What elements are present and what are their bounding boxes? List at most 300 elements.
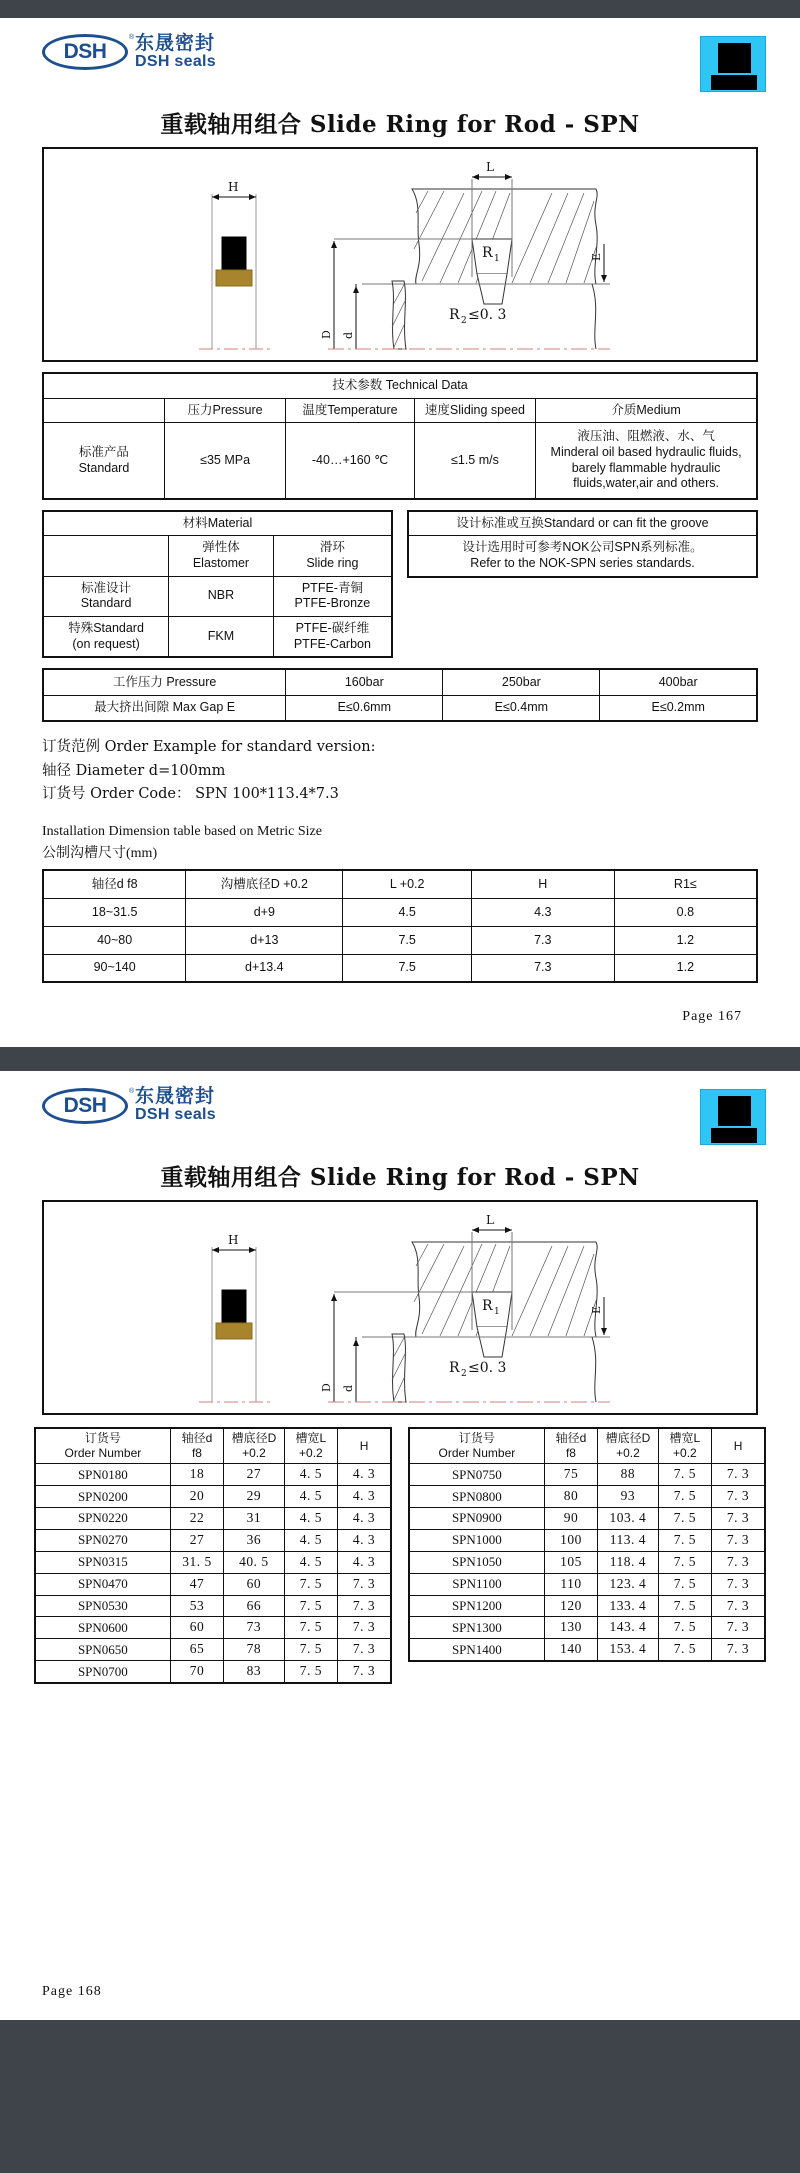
material-section <box>42 510 393 658</box>
right-th-order-cn: 订货号 <box>458 1431 495 1446</box>
left-th-d <box>170 1428 223 1464</box>
page-title <box>42 104 758 147</box>
right-th-D-sub: +0.2 <box>616 1446 640 1461</box>
install-dimension-heading <box>42 821 758 866</box>
right-th-order <box>409 1428 544 1464</box>
dimension-cell: 75 <box>544 1464 597 1486</box>
metric-th-d: 轴径d f8 <box>43 870 186 898</box>
svg-text:≤0. 3: ≤0. 3 <box>468 307 507 323</box>
dimension-cell: 7. 3 <box>338 1595 391 1617</box>
material-row0-elastomer: NBR <box>169 576 274 616</box>
dimension-cell: 4. 5 <box>284 1529 337 1551</box>
table-row <box>43 536 392 576</box>
thumbnail-ring-lower <box>711 75 757 90</box>
technical-drawing <box>42 147 758 362</box>
left-th-L-cn: 槽宽L <box>295 1431 327 1446</box>
svg-text:d: d <box>342 1385 355 1393</box>
top-margin <box>0 0 800 18</box>
dimension-cell: 103. 4 <box>598 1508 659 1530</box>
right-th-H: H <box>712 1428 765 1464</box>
left-th-d-sub: f8 <box>191 1446 202 1461</box>
left-th-d-cn: 轴径d <box>181 1431 213 1446</box>
table-row <box>43 669 757 695</box>
material-standard-section <box>42 510 758 658</box>
dimension-cell: 130 <box>544 1617 597 1639</box>
left-th-order-en: Order Number <box>64 1446 142 1461</box>
table-row <box>35 1661 391 1683</box>
right-th-L-cn: 槽宽L <box>669 1431 701 1446</box>
dimension-cell: 18 <box>170 1464 223 1486</box>
metric-th-D: 沟槽底径D +0.2 <box>186 870 343 898</box>
dsh-logo <box>42 34 216 71</box>
svg-text:R: R <box>449 307 460 323</box>
svg-text:D: D <box>320 1383 333 1393</box>
standard-label-cn: 标准产品 <box>78 444 129 459</box>
table-row <box>409 1486 765 1508</box>
pressure-160: 160bar <box>286 669 443 695</box>
maxgap-row-label: 最大挤出间隙 Max Gap E <box>43 695 286 721</box>
dimension-cell: 133. 4 <box>598 1595 659 1617</box>
svg-text:E: E <box>590 252 603 261</box>
page-title-cn: 重载轴用组合 <box>160 112 302 138</box>
table-row <box>35 1508 391 1530</box>
order-number-cell: SPN0470 <box>35 1573 170 1595</box>
dimension-cell: 7. 3 <box>338 1617 391 1639</box>
metric-r1-c3: 7.3 <box>471 926 614 954</box>
table-row <box>35 1639 391 1661</box>
page-168-footer: Page 168 <box>42 1984 102 2000</box>
cell-speed-value: ≤1.5 m/s <box>414 423 535 499</box>
thumbnail-ring-upper-page2 <box>718 1096 751 1126</box>
table-row <box>43 423 757 499</box>
table-row <box>409 1529 765 1551</box>
right-th-L <box>658 1428 711 1464</box>
dimension-cell: 105 <box>544 1551 597 1573</box>
table-row <box>43 898 757 926</box>
pressure-250: 250bar <box>443 669 600 695</box>
order-number-cell: SPN0600 <box>35 1617 170 1639</box>
logo-mark-text-page2: DSH <box>63 1093 107 1117</box>
technical-drawing-page2 <box>42 1200 758 1415</box>
table-row <box>409 1508 765 1530</box>
dimension-cell: 31 <box>224 1508 285 1530</box>
metric-groove-table <box>42 869 758 983</box>
technical-data-table <box>42 372 758 500</box>
order-table-right-wrap <box>408 1427 766 1684</box>
pressure-row-label: 工作压力 Pressure <box>43 669 286 695</box>
metric-r0-c4: 0.8 <box>614 898 757 926</box>
table-row <box>408 511 757 536</box>
order-number-cell: SPN0200 <box>35 1486 170 1508</box>
maxgap-250: E≤0.4mm <box>443 695 600 721</box>
material-row1-elastomer: FKM <box>169 616 274 657</box>
standard-caption: 设计标准或互换Standard or can fit the groove <box>408 511 757 536</box>
dimension-cell: 4. 3 <box>338 1508 391 1530</box>
page2-title <box>42 1157 758 1200</box>
product-thumbnail-icon <box>700 36 766 92</box>
logo-ellipse-icon-page2 <box>42 1087 134 1124</box>
dimension-cell: 7. 5 <box>658 1617 711 1639</box>
pressure-gap-section <box>42 668 758 722</box>
order-number-cell: SPN0750 <box>409 1464 544 1486</box>
order-table-left-body <box>35 1464 391 1683</box>
metric-r0-c3: 4.3 <box>471 898 614 926</box>
material-row-label-special <box>43 616 169 657</box>
table-row <box>43 398 757 423</box>
th-pressure: 压力Pressure <box>164 398 285 423</box>
dimension-cell: 100 <box>544 1529 597 1551</box>
order-number-cell: SPN0270 <box>35 1529 170 1551</box>
logo-wordmark-page2 <box>135 1087 216 1124</box>
cell-pressure-value: ≤35 MPa <box>164 423 285 499</box>
technical-data-caption: 技术参数 Technical Data <box>43 373 757 398</box>
dimension-cell: 123. 4 <box>598 1573 659 1595</box>
order-number-cell: SPN1400 <box>409 1639 544 1661</box>
dimension-cell: 73 <box>224 1617 285 1639</box>
svg-text:1: 1 <box>494 1307 500 1318</box>
page2-blank-area <box>0 1684 800 1984</box>
page-separator <box>0 1047 800 1071</box>
logo-wordmark <box>135 34 216 71</box>
order-table-left <box>34 1427 392 1684</box>
page-167 <box>0 18 800 1047</box>
product-thumbnail-icon-page2 <box>700 1089 766 1145</box>
row0-label-en: Standard <box>80 596 132 611</box>
pressure-400: 400bar <box>600 669 757 695</box>
slidering-en: Slide ring <box>306 556 359 570</box>
material-row1-slidering <box>273 616 392 657</box>
dimension-cell: 4. 3 <box>338 1551 391 1573</box>
order-number-cell: SPN1050 <box>409 1551 544 1573</box>
th-blank <box>43 398 164 423</box>
material-caption: 材料Material <box>43 511 392 536</box>
svg-text:1: 1 <box>494 254 500 264</box>
dimension-cell: 80 <box>544 1486 597 1508</box>
dimension-cell: 4. 3 <box>338 1486 391 1508</box>
dimension-cell: 7. 5 <box>284 1595 337 1617</box>
svg-text:L: L <box>486 160 494 174</box>
dimension-cell: 4. 5 <box>284 1551 337 1573</box>
right-th-d <box>544 1428 597 1464</box>
table-row <box>409 1428 765 1464</box>
dimension-cell: 7. 5 <box>284 1661 337 1683</box>
material-row-label-standard <box>43 576 169 616</box>
row1-sr-en: PTFE-Carbon <box>293 636 371 651</box>
th-temperature: 温度Temperature <box>286 398 415 423</box>
cell-temperature-value: -40…+160 ℃ <box>286 423 415 499</box>
left-th-D <box>224 1428 285 1464</box>
order-example-line1: 订货范例 Order Example for standard version: <box>42 739 376 756</box>
table-row <box>35 1464 391 1486</box>
install-head-en: Installation Dimension table based on Metric Size <box>42 823 322 839</box>
order-number-tables <box>34 1427 766 1684</box>
row0-label-cn: 标准设计 <box>81 580 132 595</box>
logo-mark-text: DSH <box>63 40 107 64</box>
left-th-L <box>284 1428 337 1464</box>
dimension-cell: 7. 3 <box>712 1486 765 1508</box>
svg-text:L: L <box>486 1213 494 1228</box>
svg-text:≤0. 3: ≤0. 3 <box>468 1360 507 1377</box>
dimension-cell: 66 <box>224 1595 285 1617</box>
right-th-d-sub: f8 <box>565 1446 576 1461</box>
dimension-cell: 7. 3 <box>712 1529 765 1551</box>
dimension-cell: 7. 3 <box>338 1573 391 1595</box>
dimension-cell: 113. 4 <box>598 1529 659 1551</box>
metric-groove-section <box>42 869 758 983</box>
order-number-cell: SPN0180 <box>35 1464 170 1486</box>
dimension-cell: 4. 3 <box>338 1464 391 1486</box>
dimension-cell: 153. 4 <box>598 1639 659 1661</box>
dimension-cell: 36 <box>224 1529 285 1551</box>
dimension-cell: 4. 5 <box>284 1508 337 1530</box>
registered-trademark-icon-page2: ® <box>128 1087 134 1095</box>
svg-text:H: H <box>228 180 239 194</box>
standard-note-en: Refer to the NOK-SPN series standards. <box>470 556 695 570</box>
dimension-cell: 7. 3 <box>712 1617 765 1639</box>
row0-sr-en: PTFE-Bronze <box>294 596 371 611</box>
left-th-order <box>35 1428 170 1464</box>
svg-text:E: E <box>590 1306 603 1315</box>
left-th-D-cn: 槽底径D <box>231 1431 277 1446</box>
dimension-cell: 27 <box>224 1464 285 1486</box>
material-th-elastomer <box>169 536 274 576</box>
metric-r2-c1: d+13.4 <box>186 954 343 982</box>
dimension-cell: 29 <box>224 1486 285 1508</box>
dimension-cell: 78 <box>224 1639 285 1661</box>
material-table <box>42 510 393 658</box>
logo-english-name: DSH seals <box>135 52 216 70</box>
metric-r1-c2: 7.5 <box>343 926 472 954</box>
pressure-gap-table <box>42 668 758 722</box>
svg-text:d: d <box>342 331 355 339</box>
table-row <box>35 1595 391 1617</box>
technical-data-section <box>42 372 758 500</box>
standard-table <box>407 510 758 578</box>
table-row <box>35 1573 391 1595</box>
drawing-svg-page2 <box>44 1202 756 1413</box>
svg-text:D: D <box>320 330 333 339</box>
order-number-cell: SPN1000 <box>409 1529 544 1551</box>
dimension-cell: 7. 5 <box>284 1617 337 1639</box>
dimension-cell: 7. 5 <box>658 1639 711 1661</box>
dimension-cell: 7. 3 <box>712 1595 765 1617</box>
table-row <box>43 511 392 536</box>
dimension-cell: 7. 3 <box>712 1639 765 1661</box>
dimension-cell: 7. 3 <box>338 1661 391 1683</box>
order-number-cell: SPN0800 <box>409 1486 544 1508</box>
dimension-cell: 120 <box>544 1595 597 1617</box>
metric-r0-c2: 4.5 <box>343 898 472 926</box>
table-row <box>35 1617 391 1639</box>
table-row <box>43 695 757 721</box>
logo-ellipse-icon <box>42 34 134 70</box>
dimension-cell: 90 <box>544 1508 597 1530</box>
table-row <box>35 1551 391 1573</box>
order-number-cell: SPN0220 <box>35 1508 170 1530</box>
elastomer-en: Elastomer <box>192 556 250 570</box>
dimension-cell: 7. 5 <box>658 1486 711 1508</box>
row0-sr-cn: PTFE-青铜 <box>301 580 363 595</box>
dimension-cell: 140 <box>544 1639 597 1661</box>
right-th-D <box>598 1428 659 1464</box>
dimension-cell: 65 <box>170 1639 223 1661</box>
dimension-cell: 7. 5 <box>658 1464 711 1486</box>
medium-en-3: fluids,water,air and others. <box>573 476 720 491</box>
elastomer-cn: 弹性体 <box>202 540 240 555</box>
table-row <box>409 1573 765 1595</box>
dimension-cell: 7. 5 <box>658 1508 711 1530</box>
table-row <box>43 926 757 954</box>
svg-text:R: R <box>449 1360 460 1377</box>
order-number-cell: SPN0650 <box>35 1639 170 1661</box>
metric-r0-c0: 18~31.5 <box>43 898 186 926</box>
page-168 <box>0 1071 800 2020</box>
order-number-cell: SPN1200 <box>409 1595 544 1617</box>
bottom-margin <box>0 2020 800 2038</box>
svg-text:2: 2 <box>461 316 467 326</box>
order-example-line3: 订货号 Order Code： SPN 100*113.4*7.3 <box>42 786 339 803</box>
dimension-cell: 40. 5 <box>224 1551 285 1573</box>
logo-chinese-name-page2: 东晟密封 <box>135 1085 216 1108</box>
dimension-cell: 47 <box>170 1573 223 1595</box>
dimension-cell: 88 <box>598 1464 659 1486</box>
material-th-blank <box>43 536 169 576</box>
right-th-D-cn: 槽底径D <box>605 1431 651 1446</box>
dimension-cell: 4. 5 <box>284 1486 337 1508</box>
row1-sr-cn: PTFE-碳纤维 <box>295 620 370 635</box>
dimension-cell: 7. 5 <box>658 1573 711 1595</box>
dimension-cell: 7. 3 <box>712 1573 765 1595</box>
dimension-cell: 4. 5 <box>284 1464 337 1486</box>
dimension-cell: 70 <box>170 1661 223 1683</box>
order-number-cell: SPN0530 <box>35 1595 170 1617</box>
page2-header <box>0 1071 800 1157</box>
cell-medium-value <box>536 423 757 499</box>
table-row <box>35 1529 391 1551</box>
left-th-L-sub: +0.2 <box>299 1446 323 1461</box>
dimension-cell: 7. 5 <box>658 1551 711 1573</box>
dimension-cell: 22 <box>170 1508 223 1530</box>
table-row <box>43 954 757 982</box>
dsh-logo-page2 <box>42 1087 216 1124</box>
metric-th-H: H <box>471 870 614 898</box>
dimension-cell: 7. 5 <box>284 1639 337 1661</box>
svg-text:H: H <box>228 1233 239 1248</box>
metric-r1-c0: 40~80 <box>43 926 186 954</box>
material-row0-slidering <box>273 576 392 616</box>
metric-r2-c3: 7.3 <box>471 954 614 982</box>
table-row <box>35 1486 391 1508</box>
order-number-cell: SPN1300 <box>409 1617 544 1639</box>
medium-en-2: barely flammable hydraulic <box>571 460 721 475</box>
table-row <box>409 1639 765 1661</box>
metric-r1-c1: d+13 <box>186 926 343 954</box>
order-number-cell: SPN0900 <box>409 1508 544 1530</box>
dimension-cell: 7. 5 <box>658 1595 711 1617</box>
dimension-cell: 60 <box>224 1573 285 1595</box>
page2-title-en: Slide Ring for Rod - SPN <box>309 1164 640 1192</box>
dimension-cell: 7. 3 <box>712 1508 765 1530</box>
dimension-cell: 7. 5 <box>284 1573 337 1595</box>
page-title-en: Slide Ring for Rod - SPN <box>309 111 640 138</box>
dimension-cell: 7. 5 <box>658 1529 711 1551</box>
order-number-cell: SPN1100 <box>409 1573 544 1595</box>
page2-title-cn: 重载轴用组合 <box>160 1165 302 1192</box>
table-row <box>409 1551 765 1573</box>
order-example-block <box>42 736 758 806</box>
thumbnail-ring-upper <box>718 43 751 73</box>
drawing-svg <box>44 149 756 360</box>
table-row <box>43 373 757 398</box>
thumbnail-ring-lower-page2 <box>711 1128 757 1143</box>
dimension-cell: 27 <box>170 1529 223 1551</box>
metric-r2-c0: 90~140 <box>43 954 186 982</box>
dimension-cell: 7. 3 <box>338 1639 391 1661</box>
row1-label-en: (on request) <box>72 636 140 651</box>
table-row <box>409 1464 765 1486</box>
logo-english-name-page2: DSH seals <box>135 1106 216 1124</box>
cell-standard-label <box>43 423 164 499</box>
dimension-cell: 53 <box>170 1595 223 1617</box>
standard-note <box>408 536 757 577</box>
dimension-cell: 93 <box>598 1486 659 1508</box>
medium-cn: 液压油、阻燃液、水、气 <box>577 429 715 444</box>
metric-r0-c1: d+9 <box>186 898 343 926</box>
metric-r1-c4: 1.2 <box>614 926 757 954</box>
order-number-cell: SPN0700 <box>35 1661 170 1683</box>
metric-th-R1: R1≤ <box>614 870 757 898</box>
dimension-cell: 118. 4 <box>598 1551 659 1573</box>
metric-r2-c2: 7.5 <box>343 954 472 982</box>
standard-section <box>407 510 758 658</box>
order-table-right-body <box>409 1464 765 1661</box>
slidering-cn: 滑环 <box>319 540 345 555</box>
medium-en-1: Minderal oil based hydraulic fluids, <box>550 444 742 459</box>
order-example-line2: 轴径 Diameter d=100mm <box>42 762 226 779</box>
left-th-D-sub: +0.2 <box>242 1446 266 1461</box>
dimension-cell: 60 <box>170 1617 223 1639</box>
order-number-cell: SPN0315 <box>35 1551 170 1573</box>
dimension-cell: 31. 5 <box>170 1551 223 1573</box>
th-medium: 介质Medium <box>536 398 757 423</box>
left-th-order-cn: 订货号 <box>84 1431 121 1446</box>
table-row <box>35 1428 391 1464</box>
table-row <box>409 1617 765 1639</box>
svg-text:R: R <box>482 245 493 261</box>
svg-text:R: R <box>482 1298 493 1315</box>
table-row <box>409 1595 765 1617</box>
table-row <box>43 576 392 616</box>
th-speed: 速度Sliding speed <box>414 398 535 423</box>
metric-r2-c4: 1.2 <box>614 954 757 982</box>
logo-chinese-name: 东晟密封 <box>135 32 216 54</box>
dimension-cell: 143. 4 <box>598 1617 659 1639</box>
registered-trademark-icon: ® <box>128 34 134 42</box>
standard-label-en: Standard <box>78 460 130 475</box>
right-th-L-sub: +0.2 <box>673 1446 697 1461</box>
right-th-d-cn: 轴径d <box>555 1431 587 1446</box>
order-table-left-wrap <box>34 1427 392 1684</box>
dimension-cell: 83 <box>224 1661 285 1683</box>
dimension-cell: 4. 3 <box>338 1529 391 1551</box>
material-th-slidering <box>273 536 392 576</box>
page-header <box>0 18 800 104</box>
dimension-cell: 7. 3 <box>712 1551 765 1573</box>
table-row <box>408 536 757 577</box>
row1-label-cn: 特殊Standard <box>68 620 144 635</box>
left-th-H: H <box>338 1428 391 1464</box>
metric-th-L: L +0.2 <box>343 870 472 898</box>
